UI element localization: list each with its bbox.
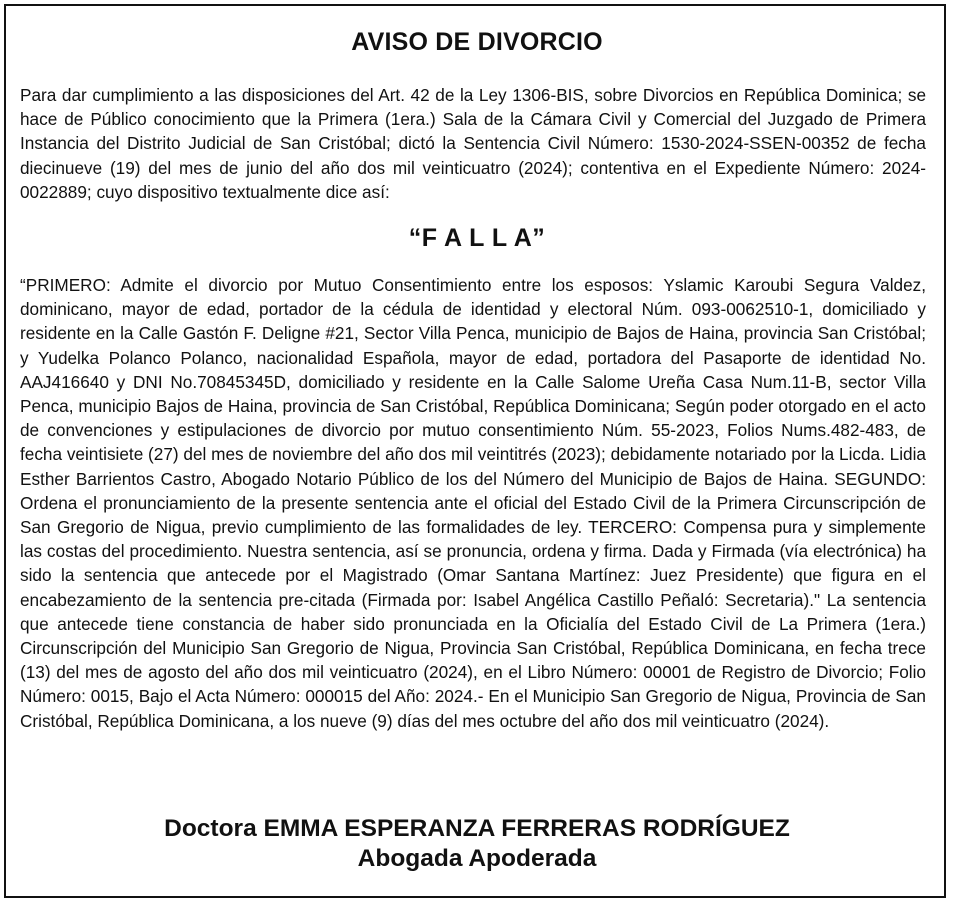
signer-role: Abogada Apoderada bbox=[357, 845, 597, 872]
signer-name: Doctora EMMA ESPERANZA FERRERAS RODRÍGUEZ bbox=[164, 815, 790, 842]
ruling-paragraph: “PRIMERO: Admite el divorcio por Mutuo Consentimiento entre los esposos: Yslamic Karoubi Segura Valdez, dominicano, mayor de edad, portador de la cédula de identidad y electoral Núm. 093-0062510-1, domiciliado y residente en la Calle Gastón F. Deligne #21, Sector Villa Penca, municipio de Bajos de Haina, provincia San Cristóbal; y Yudelka Polanco Polanco, nacionalidad Española, mayor de edad, portadora del Pasaporte de identidad No. AAJ416640 y DNI No.70845345D, domiciliado y residente en la Calle Salome Ureña Casa Num.11-B, sector Villa Penca, municipio Bajos de Haina, provincia de San Cristóbal, República Dominicana; Según poder otorgado en el acto de convenciones y estipulaciones de divorcio por mutuo consentimiento Núm. 55-2023, Folios Nums.482-483, de fecha veintisiete (27) del mes de noviembre del año dos mil veintitrés (2023); debidamente notariado por la Licda. Lidia Esther Barrientos Castro, Abogado Notario Público de los del Número del Municipio de Bajos de Haina. SEGUNDO: Ordena el pronunciamiento de la presente sentencia ante el oficial del Estado Civil de la Primera Circunscripción de San Gregorio de Nigua, previo cumplimiento de las formalidades de ley. TERCERO: Compensa pura y simplemente las costas del procedimiento. Nuestra sentencia, así se pronuncia, ordena y firma. Dada y Firmada (vía electrónica) ha sido la sentencia que antecede por el Magistrado (Omar Santana Martínez: Juez Presidente) que figura en el encabezamiento de la sentencia pre-citada (Firmada por: Isabel Angélica Castillo Peñaló: Secretaria)." La sentencia que antecede tiene constancia de haber sido pronunciada en la Oficialía del Estado Civil de La Primera (1era.) Circunscripción del Municipio San Gregorio de Nigua, Provincia San Cristóbal, República Dominicana, en fecha trece (13) del mes de agosto del año dos mil veinticuatro (2024), en el Libro Número: 00001 de Registro de Divorcio; Folio Número: 0015, Bajo el Acta Número: 000015 del Año: 2024.- En el Municipio San Gregorio de Nigua, Provincia de San Cristóbal, República Dominicana, a los nueve (9) días del mes octubre del año dos mil veinticuatro (2024). bbox=[20, 275, 926, 731]
notice-title: AVISO DE DIVORCIO bbox=[351, 28, 603, 56]
intro-paragraph: Para dar cumplimiento a las disposiciones del Art. 42 de la Ley 1306-BIS, sobre Divorcios en República Dominica; se hace de Público conocimiento que la Primera (1era.) Sala de la Cámara Civil y Comercial del Juzgado de Primera Instancia del Distrito Judicial de San Cristóbal; dictó la Sentencia Civil Número: 1530-2024-SSEN-00352 de fecha diecinueve (19) del mes de junio del año dos mil veinticuatro (2024); contentiva en el Expediente Número: 2024-0022889; cuyo dispositivo textualmente dice así: bbox=[20, 85, 926, 202]
falla-heading: “F A L L A” bbox=[408, 224, 546, 252]
